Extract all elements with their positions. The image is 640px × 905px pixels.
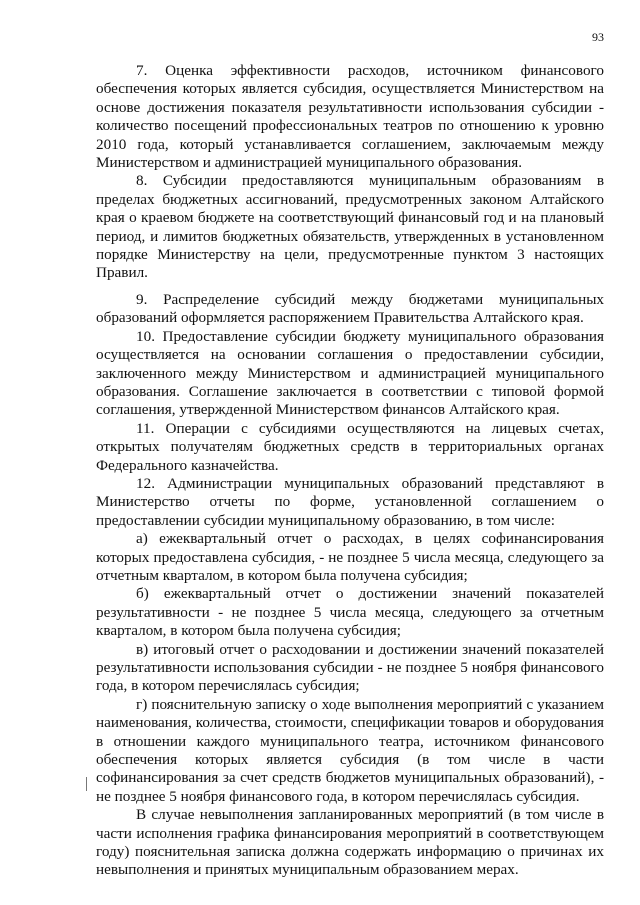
paragraph-12-d: г) пояснительную записку о ходе выполнения мероприятий с указанием наименования, количества, стоимости, спецификации товаров и оборудования в отношении каждого муниципального театра, источником финансового обеспечения которых является субсидия (в том числе в части софинансирования за счет средств бюджетов муниципальных образований), - не позднее 5 ноября финансового года, в котором перечислялась субсидия. — [96, 695, 604, 805]
paragraph-12-b: б) ежеквартальный отчет о достижении значений показателей результативности - не позднее 5 числа месяца, следующего за отчетным кварталом, в котором была получена субсидия; — [96, 585, 604, 640]
paragraph-10: 10. Предоставление субсидии бюджету муниципального образования осуществляется на основании соглашения о предоставлении субсидии, заключенного между Министерством и администрацией муниципального образования. Соглашение заключается в соответствии с типовой формой соглашения, утвержденной Министерством финансов Алтайского края. — [96, 327, 604, 419]
paragraph-9: 9. Распределение субсидий между бюджетами муниципальных образований оформляется распоряжением Правительства Алтайского края. — [96, 290, 604, 327]
scan-margin-mark — [86, 777, 87, 791]
paragraph-11: 11. Операции с субсидиями осуществляются на лицевых счетах, открытых получателям бюджетных средств в территориальных органах Федерального казначейства. — [96, 419, 604, 474]
paragraph-12-note: В случае невыполнения запланированных мероприятий (в том числе в части исполнения графика финансирования мероприятий в соответствующем году) пояснительная записка должна содержать информацию о причинах их невыполнения и принятых муниципальным образованием мерах. — [96, 806, 604, 879]
document-body — [96, 62, 604, 880]
paragraph-8: 8. Субсидии предоставляются муниципальным образованиям в пределах бюджетных ассигнований, предусмотренных законом Алтайского края о краевом бюджете на соответствующий финансовый год и на плановый период, и лимитов бюджетных обязательств, утвержденных в установленном порядке Министерству на цели, предусмотренные пунктом 3 настоящих Правил. — [96, 172, 604, 282]
paragraph-12-a: а) ежеквартальный отчет о расходах, в целях софинансирования которых предоставлена субсидия, - не позднее 5 числа месяца, следующего за отчетным кварталом, в котором была получена субсидия; — [96, 530, 604, 584]
paragraph-12-c: в) итоговый отчет о расходовании и достижении значений показателей результативности использования субсидии - не позднее 5 ноября финансового года, в котором перечислялась субсидия; — [96, 640, 604, 695]
paragraph-12: 12. Администрации муниципальных образований представляют в Министерство отчеты по форме, установленной соглашением о предоставлении субсидии муниципальному образованию, в том числе: — [96, 474, 604, 529]
page-number: 93 — [592, 30, 604, 44]
paragraph-7: 7. Оценка эффективности расходов, источником финансового обеспечения которых является субсидия, осуществляется Министерством на основе достижения показателя результативности использования субсидии - количество посещений профессиональных театров по отношению к уровню 2010 года, который устанавливается соглашением, заключаемым между Министерством и администрацией муниципального образования. — [96, 62, 604, 172]
